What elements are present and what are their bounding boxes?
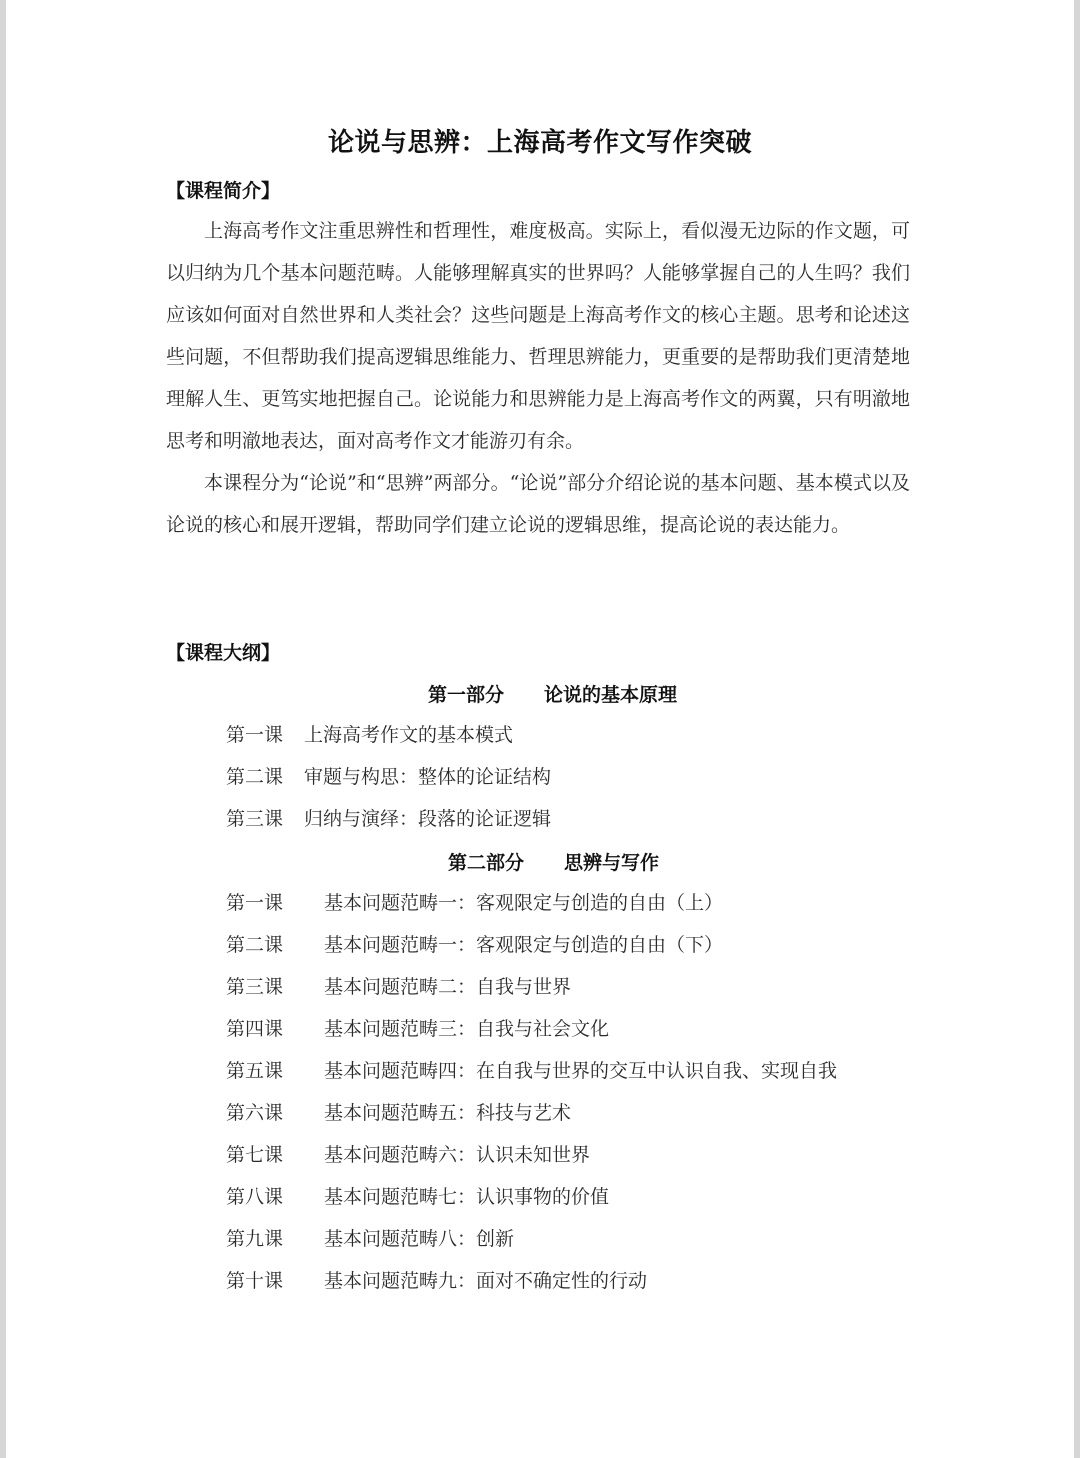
lesson-number: 第三课 xyxy=(226,976,284,998)
intro-paragraph: 本课程分为“论说”和“思辨”两部分。“论说”部分介绍论说的基本问题、基本模式以及论说的核心和展开逻辑，帮助同学们建立论说的逻辑思维，提高论说的表达能力。 xyxy=(166,472,910,536)
part-topic: 论说的基本原理 xyxy=(544,684,678,706)
intro-heading: 【课程简介】 xyxy=(166,180,281,202)
lesson-number: 第一课 xyxy=(226,892,284,914)
lesson-title: 基本问题范畴七：认识事物的价值 xyxy=(324,1186,610,1208)
lesson-number: 第七课 xyxy=(226,1144,284,1166)
lesson-item xyxy=(226,966,837,1008)
lesson-title: 上海高考作文的基本模式 xyxy=(304,724,514,746)
outline-heading: 【课程大纲】 xyxy=(166,642,281,664)
lesson-item xyxy=(226,1008,837,1050)
lesson-number: 第十课 xyxy=(226,1270,284,1292)
lesson-item xyxy=(226,1134,837,1176)
lesson-number: 第二课 xyxy=(226,766,284,788)
lesson-title: 基本问题范畴二：自我与世界 xyxy=(324,976,572,998)
lesson-title: 基本问题范畴三：自我与社会文化 xyxy=(324,1018,610,1040)
lesson-title: 基本问题范畴一：客观限定与创造的自由（下） xyxy=(324,934,724,956)
lesson-item xyxy=(226,1092,837,1134)
lesson-item xyxy=(226,1260,837,1302)
lesson-item xyxy=(226,1050,837,1092)
lesson-title: 基本问题范畴五：科技与艺术 xyxy=(324,1102,572,1124)
lesson-title: 基本问题范畴一：客观限定与创造的自由（上） xyxy=(324,892,724,914)
lesson-number: 第四课 xyxy=(226,1018,284,1040)
lesson-list-part-2 xyxy=(226,882,837,1302)
lesson-item xyxy=(226,1176,837,1218)
part-name: 第一部分 xyxy=(428,684,505,706)
page-left-edge xyxy=(0,0,6,1458)
intro-body xyxy=(166,210,910,546)
intro-paragraph: 上海高考作文注重思辨性和哲理性，难度极高。实际上，看似漫无边际的作文题，可以归纳为几个基本问题范畴。人能够理解真实的世界吗？人能够掌握自己的人生吗？我们应该如何面对自然世界和人类社会？这些问题是上海高考作文的核心主题。思考和论述这些问题，不但帮助我们提高逻辑思维能力、哲理思辨能力，更重要的是帮助我们更清楚地理解人生、更笃实地把握自己。论说能力和思辨能力是上海高考作文的两翼，只有明澈地思考和明澈地表达，面对高考作文才能游刃有余。 xyxy=(166,220,910,452)
lesson-item xyxy=(226,924,837,966)
page-right-edge xyxy=(1074,0,1080,1458)
part-name: 第二部分 xyxy=(448,852,525,874)
lesson-title: 基本问题范畴六：认识未知世界 xyxy=(324,1144,591,1166)
lesson-number: 第二课 xyxy=(226,934,284,956)
document-title: 论说与思辨：上海高考作文写作突破 xyxy=(327,128,752,158)
lesson-item xyxy=(226,882,837,924)
lesson-number: 第三课 xyxy=(226,808,284,830)
lesson-number: 第九课 xyxy=(226,1228,284,1250)
lesson-title: 基本问题范畴四：在自我与世界的交互中认识自我、实现自我 xyxy=(324,1060,838,1082)
lesson-list-part-1 xyxy=(226,714,551,840)
lesson-title: 基本问题范畴九：面对不确定性的行动 xyxy=(324,1270,648,1292)
part-heading xyxy=(448,848,659,875)
lesson-number: 第五课 xyxy=(226,1060,284,1082)
lesson-item xyxy=(226,798,551,840)
lesson-item xyxy=(226,1218,837,1260)
lesson-item xyxy=(226,714,551,756)
lesson-title: 归纳与演绎：段落的论证逻辑 xyxy=(304,808,552,830)
part-topic: 思辨与写作 xyxy=(564,852,660,874)
lesson-item xyxy=(226,756,551,798)
lesson-number: 第六课 xyxy=(226,1102,284,1124)
lesson-number: 第一课 xyxy=(226,724,284,746)
lesson-title: 审题与构思：整体的论证结构 xyxy=(304,766,552,788)
part-heading xyxy=(428,680,677,707)
lesson-title: 基本问题范畴八：创新 xyxy=(324,1228,515,1250)
lesson-number: 第八课 xyxy=(226,1186,284,1208)
